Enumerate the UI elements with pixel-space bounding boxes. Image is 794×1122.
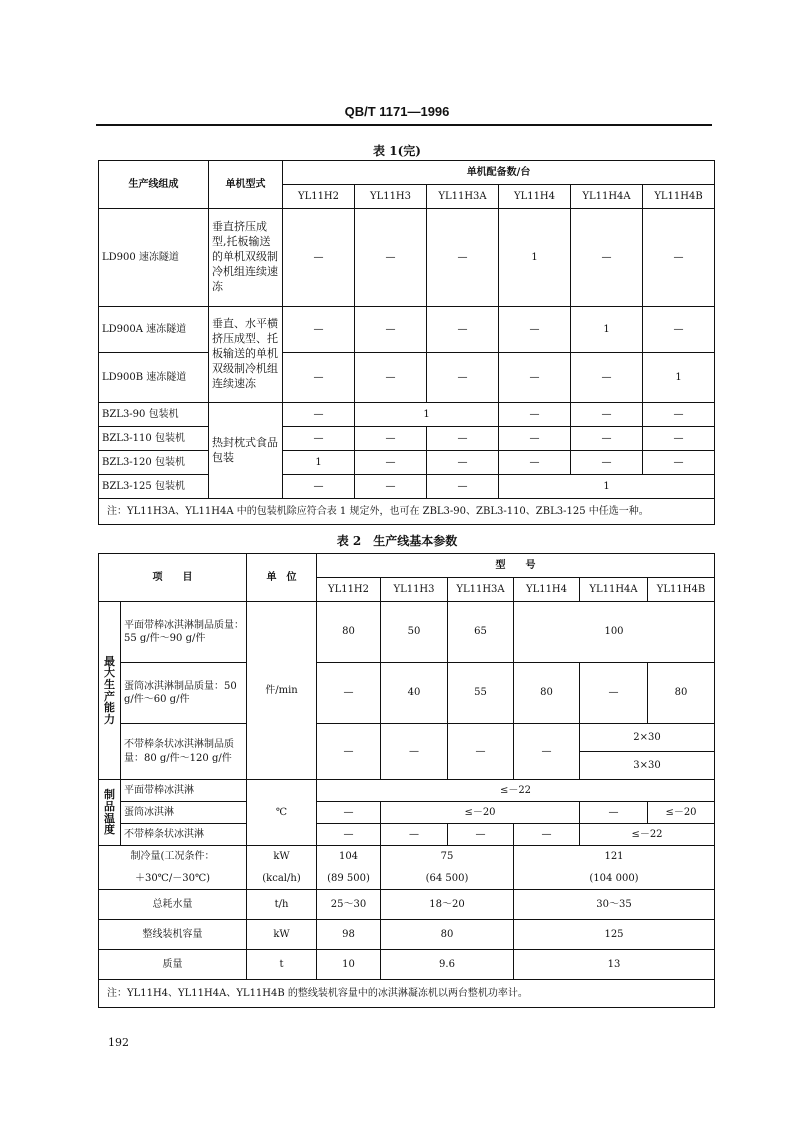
- t2-water-unit: t/h: [247, 890, 317, 920]
- table2: [98, 553, 715, 1008]
- t2-cell: 125: [514, 920, 715, 950]
- t1-cell: —: [643, 307, 715, 353]
- t1-cell: —: [499, 353, 571, 403]
- t2-cell: (64 500): [381, 868, 514, 890]
- t1-note: 注：YL11H3A、YL11H4A 中的包装机除应符合表 1 规定外，也可在 ZBL3-90、ZBL3-110、ZBL3-125 中任选一种。: [99, 499, 715, 525]
- t2-header-unit: 单 位: [247, 554, 317, 602]
- t2-cell: 80: [381, 920, 514, 950]
- t2-temp-group: 制品温度: [99, 780, 121, 846]
- t1-cell: 1: [355, 403, 499, 427]
- t1-cell: —: [283, 403, 355, 427]
- t2-cell: ≤－20: [648, 802, 715, 824]
- table2-caption: 表 2 生产线基本参数: [336, 534, 458, 548]
- t2-mass-label: 质量: [99, 950, 247, 980]
- t2-cell: 75: [381, 846, 514, 868]
- t2-cell: —: [580, 663, 648, 724]
- t1-cell: —: [427, 307, 499, 353]
- header-rule: [96, 124, 712, 126]
- t1-cell: —: [571, 209, 643, 307]
- t2-cap-unit: 件/min: [247, 602, 317, 780]
- t2-model: YL11H4: [514, 578, 580, 602]
- t2-model: YL11H3: [381, 578, 448, 602]
- t1-cell: 1: [283, 451, 355, 475]
- t2-mass-unit: t: [247, 950, 317, 980]
- t2-cell: —: [317, 802, 381, 824]
- t1-cell: —: [427, 209, 499, 307]
- t1-cell: —: [355, 209, 427, 307]
- t1-cell: —: [499, 307, 571, 353]
- t1-cell: —: [283, 209, 355, 307]
- t1-cell: —: [643, 427, 715, 451]
- page-number: 192: [108, 1036, 129, 1049]
- t2-header-model: 型 号: [317, 554, 715, 578]
- t1-cell: —: [643, 403, 715, 427]
- t2-cell: 121: [514, 846, 715, 868]
- t2-cell: 100: [514, 602, 715, 663]
- t2-cell: 98: [317, 920, 381, 950]
- t1-row-name: BZL3-110 包装机: [99, 427, 209, 451]
- t2-cell: (104 000): [514, 868, 715, 890]
- t2-cool-label: ＋30℃/－30℃): [99, 868, 247, 890]
- t1-model: YL11H3A: [427, 185, 499, 209]
- t2-header-item: 项 目: [99, 554, 247, 602]
- t1-cell: 1: [571, 307, 643, 353]
- t1-header-count: 单机配备数/台: [283, 161, 715, 185]
- t2-cell: ≤－22: [317, 780, 715, 802]
- t1-cell: —: [427, 353, 499, 403]
- t2-power-unit: kW: [247, 920, 317, 950]
- t1-row-name: LD900B 速冻隧道: [99, 353, 209, 403]
- t2-cell: 3×30: [580, 752, 715, 780]
- t2-cell: —: [580, 802, 648, 824]
- t1-cell: —: [427, 475, 499, 499]
- t2-cell: 65: [448, 602, 514, 663]
- t1-model: YL11H2: [283, 185, 355, 209]
- t2-cell: 10: [317, 950, 381, 980]
- t1-cell: —: [283, 353, 355, 403]
- t2-cell: 80: [648, 663, 715, 724]
- t1-row-name: BZL3-90 包装机: [99, 403, 209, 427]
- t1-cell: —: [283, 307, 355, 353]
- t2-model: YL11H4B: [648, 578, 715, 602]
- t1-cell: —: [499, 403, 571, 427]
- t1-cell: 1: [643, 353, 715, 403]
- t2-cap-label: 不带棒条状冰淇淋制品质量：80 g/件～120 g/件: [121, 724, 247, 780]
- table1-caption: 表 1(完): [373, 144, 421, 158]
- t1-row-name: BZL3-125 包装机: [99, 475, 209, 499]
- t2-temp-unit: ℃: [247, 780, 317, 846]
- t2-cell: —: [317, 724, 381, 780]
- t2-cell: 50: [381, 602, 448, 663]
- t2-cool-unit: (kcal/h): [247, 868, 317, 890]
- t2-cell: 80: [317, 602, 381, 663]
- t2-cell: —: [317, 663, 381, 724]
- t1-model: YL11H4A: [571, 185, 643, 209]
- t2-model: YL11H4A: [580, 578, 648, 602]
- t1-cell: —: [427, 427, 499, 451]
- t2-cell: 18～20: [381, 890, 514, 920]
- t2-cell: (89 500): [317, 868, 381, 890]
- t1-model: YL11H3: [355, 185, 427, 209]
- t2-cell: ≤－22: [580, 824, 715, 846]
- t1-cell: —: [643, 209, 715, 307]
- t1-cell: —: [499, 427, 571, 451]
- t1-row-name: LD900 速冻隧道: [99, 209, 209, 307]
- t2-cell: 30～35: [514, 890, 715, 920]
- t2-cell: —: [381, 724, 448, 780]
- t2-cell: 13: [514, 950, 715, 980]
- t1-cell: —: [571, 403, 643, 427]
- t2-cell: 40: [381, 663, 448, 724]
- t2-temp-label: 蛋筒冰淇淋: [121, 802, 247, 824]
- t1-cell: —: [427, 451, 499, 475]
- t2-note: 注：YL11H4、YL11H4A、YL11H4B 的整线装机容量中的冰淇淋凝冻机以两台整机功率计。: [99, 980, 715, 1008]
- t2-cell: 55: [448, 663, 514, 724]
- t1-cell: —: [355, 475, 427, 499]
- t2-temp-label: 不带棒条状冰淇淋: [121, 824, 247, 846]
- t2-cell: ≤－20: [381, 802, 580, 824]
- t2-temp-label: 平面带棒冰淇淋: [121, 780, 247, 802]
- t1-cell: —: [643, 451, 715, 475]
- t2-cell: 2×30: [580, 724, 715, 752]
- t2-cell: —: [381, 824, 448, 846]
- t1-cell: —: [283, 475, 355, 499]
- table1: [98, 160, 715, 525]
- t2-cell: —: [448, 824, 514, 846]
- t2-cell: —: [448, 724, 514, 780]
- standard-header: QB/T 1171—1996: [344, 104, 450, 119]
- t1-row-type: 垂直、水平横挤压成型、托板输送的单机双级制冷机组连续速冻: [209, 307, 283, 403]
- t2-cap-label: 平面带棒冰淇淋制品质量：55 g/件～90 g/件: [121, 602, 247, 663]
- t1-row-type: 垂直挤压成型,托板输送的单机双级制冷机组连续速冻: [209, 209, 283, 307]
- t2-cell: 9.6: [381, 950, 514, 980]
- t2-cell: 104: [317, 846, 381, 868]
- t2-cool-unit: kW: [247, 846, 317, 868]
- t1-cell: —: [355, 353, 427, 403]
- t1-model: YL11H4B: [643, 185, 715, 209]
- t1-cell: —: [283, 427, 355, 451]
- t2-cell: —: [514, 724, 580, 780]
- t2-cool-label: 制冷量(工况条件：: [99, 846, 247, 868]
- t1-cell: —: [571, 451, 643, 475]
- t2-water-label: 总耗水量: [99, 890, 247, 920]
- t2-power-label: 整线装机容量: [99, 920, 247, 950]
- t1-cell: —: [355, 307, 427, 353]
- t1-header-type: 单机型式: [209, 161, 283, 209]
- t1-row-type: 热封枕式食品包装: [209, 403, 283, 499]
- t1-header-line: 生产线组成: [99, 161, 209, 209]
- t1-cell: —: [355, 427, 427, 451]
- t2-model: YL11H3A: [448, 578, 514, 602]
- t1-cell: —: [571, 353, 643, 403]
- t2-cell: —: [317, 824, 381, 846]
- t2-cell: 25～30: [317, 890, 381, 920]
- t2-model: YL11H2: [317, 578, 381, 602]
- t2-cell: 80: [514, 663, 580, 724]
- t1-cell: —: [571, 427, 643, 451]
- t1-cell: —: [499, 451, 571, 475]
- t1-row-name: BZL3-120 包装机: [99, 451, 209, 475]
- t2-cell: —: [514, 824, 580, 846]
- t1-model: YL11H4: [499, 185, 571, 209]
- t2-cap-label: 蛋筒冰淇淋制品质量：50 g/件～60 g/件: [121, 663, 247, 724]
- t2-capacity-group: 最大生产能力: [99, 602, 121, 780]
- t1-cell: 1: [499, 475, 715, 499]
- t1-cell: 1: [499, 209, 571, 307]
- t1-row-name: LD900A 速冻隧道: [99, 307, 209, 353]
- t1-cell: —: [355, 451, 427, 475]
